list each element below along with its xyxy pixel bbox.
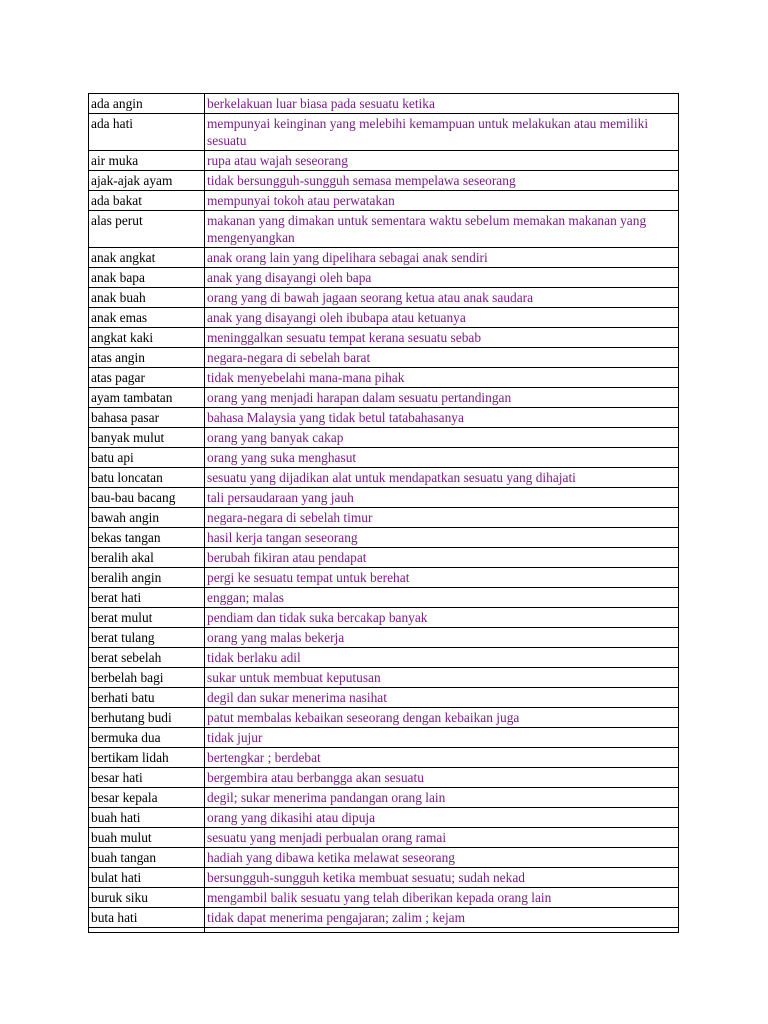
table-row <box>89 151 679 171</box>
table-row <box>89 288 679 308</box>
idiom-meaning-cell: sesuatu yang menjadi perbualan orang ramai <box>205 828 679 848</box>
empty-meaning-cell <box>205 928 679 933</box>
idiom-meaning-cell: hadiah yang dibawa ketika melawat seseorang <box>205 848 679 868</box>
idiom-term-cell: ajak-ajak ayam <box>89 171 205 191</box>
idiom-term-cell: beralih akal <box>89 548 205 568</box>
idiom-meaning-cell: meninggalkan sesuatu tempat kerana sesuatu sebab <box>205 328 679 348</box>
idiom-meaning-cell: tidak jujur <box>205 728 679 748</box>
idiom-meaning-cell: anak yang disayangi oleh ibubapa atau ketuanya <box>205 308 679 328</box>
idiom-table-body <box>89 94 679 933</box>
empty-table-row <box>89 928 679 933</box>
table-row <box>89 388 679 408</box>
table-row <box>89 848 679 868</box>
idiom-term-cell: bekas tangan <box>89 528 205 548</box>
idiom-meaning-cell: tali persaudaraan yang jauh <box>205 488 679 508</box>
table-row <box>89 808 679 828</box>
table-row <box>89 788 679 808</box>
idiom-term-cell: berhati batu <box>89 688 205 708</box>
table-row <box>89 328 679 348</box>
table-row <box>89 548 679 568</box>
table-row <box>89 468 679 488</box>
idiom-meaning-cell: orang yang di bawah jagaan seorang ketua atau anak saudara <box>205 288 679 308</box>
idiom-term-cell: bermuka dua <box>89 728 205 748</box>
idiom-meaning-cell: bertengkar ; berdebat <box>205 748 679 768</box>
idiom-term-cell: bertikam lidah <box>89 748 205 768</box>
idiom-meaning-cell: negara-negara di sebelah barat <box>205 348 679 368</box>
table-row <box>89 171 679 191</box>
idiom-meaning-cell: orang yang malas bekerja <box>205 628 679 648</box>
idiom-meaning-cell: degil; sukar menerima pandangan orang lain <box>205 788 679 808</box>
idiom-term-cell: anak angkat <box>89 248 205 268</box>
idiom-term-cell: bawah angin <box>89 508 205 528</box>
idiom-meaning-cell: sukar untuk membuat keputusan <box>205 668 679 688</box>
idiom-term-cell: atas pagar <box>89 368 205 388</box>
idiom-term-cell: ada angin <box>89 94 205 114</box>
table-row <box>89 368 679 388</box>
idiom-term-cell: batu loncatan <box>89 468 205 488</box>
idiom-term-cell: buruk siku <box>89 888 205 908</box>
idiom-meaning-cell: bergembira atau berbangga akan sesuatu <box>205 768 679 788</box>
idiom-meaning-cell: rupa atau wajah seseorang <box>205 151 679 171</box>
idiom-term-cell: anak buah <box>89 288 205 308</box>
idiom-term-cell: bulat hati <box>89 868 205 888</box>
idiom-term-cell: bahasa pasar <box>89 408 205 428</box>
idiom-term-cell: anak bapa <box>89 268 205 288</box>
idiom-meaning-cell: orang yang banyak cakap <box>205 428 679 448</box>
idiom-term-cell: buah tangan <box>89 848 205 868</box>
idiom-meaning-cell: tidak bersungguh-sungguh semasa mempelawa seseorang <box>205 171 679 191</box>
idiom-meaning-cell: anak orang lain yang dipelihara sebagai anak sendiri <box>205 248 679 268</box>
idiom-term-cell: batu api <box>89 448 205 468</box>
table-row <box>89 191 679 211</box>
idiom-meaning-cell: berubah fikiran atau pendapat <box>205 548 679 568</box>
idiom-meaning-cell: tidak menyebelahi mana-mana pihak <box>205 368 679 388</box>
table-row <box>89 568 679 588</box>
table-row <box>89 888 679 908</box>
idiom-term-cell: ada bakat <box>89 191 205 211</box>
table-row <box>89 408 679 428</box>
table-row <box>89 648 679 668</box>
idiom-term-cell: buta hati <box>89 908 205 928</box>
table-row <box>89 528 679 548</box>
idiom-meaning-cell: orang yang menjadi harapan dalam sesuatu pertandingan <box>205 388 679 408</box>
table-row <box>89 448 679 468</box>
idiom-meaning-cell: pendiam dan tidak suka bercakap banyak <box>205 608 679 628</box>
idiom-table <box>88 93 679 933</box>
table-row <box>89 248 679 268</box>
idiom-term-cell: buah mulut <box>89 828 205 848</box>
table-row <box>89 588 679 608</box>
idiom-term-cell: berat sebelah <box>89 648 205 668</box>
idiom-meaning-cell: hasil kerja tangan seseorang <box>205 528 679 548</box>
table-row <box>89 211 679 248</box>
idiom-meaning-cell: pergi ke sesuatu tempat untuk berehat <box>205 568 679 588</box>
idiom-term-cell: berhutang budi <box>89 708 205 728</box>
idiom-meaning-cell: mengambil balik sesuatu yang telah diberikan kepada orang lain <box>205 888 679 908</box>
idiom-term-cell: berat tulang <box>89 628 205 648</box>
idiom-meaning-cell: mempunyai tokoh atau perwatakan <box>205 191 679 211</box>
idiom-meaning-cell: tidak dapat menerima pengajaran; zalim ; kejam <box>205 908 679 928</box>
table-row <box>89 868 679 888</box>
idiom-term-cell: beralih angin <box>89 568 205 588</box>
table-row <box>89 268 679 288</box>
idiom-term-cell: besar kepala <box>89 788 205 808</box>
idiom-term-cell: anak emas <box>89 308 205 328</box>
idiom-term-cell: ada hati <box>89 114 205 151</box>
table-row <box>89 708 679 728</box>
idiom-term-cell: atas angin <box>89 348 205 368</box>
table-row <box>89 428 679 448</box>
idiom-meaning-cell: orang yang dikasihi atau dipuja <box>205 808 679 828</box>
idiom-meaning-cell: anak yang disayangi oleh bapa <box>205 268 679 288</box>
idiom-term-cell: besar hati <box>89 768 205 788</box>
table-row <box>89 488 679 508</box>
idiom-term-cell: banyak mulut <box>89 428 205 448</box>
idiom-term-cell: alas perut <box>89 211 205 248</box>
idiom-meaning-cell: sesuatu yang dijadikan alat untuk mendapatkan sesuatu yang dihajati <box>205 468 679 488</box>
table-row <box>89 828 679 848</box>
table-row <box>89 688 679 708</box>
empty-term-cell <box>89 928 205 933</box>
table-row <box>89 94 679 114</box>
idiom-meaning-cell: orang yang suka menghasut <box>205 448 679 468</box>
table-row <box>89 668 679 688</box>
idiom-term-cell: bau-bau bacang <box>89 488 205 508</box>
table-row <box>89 748 679 768</box>
idiom-term-cell: buah hati <box>89 808 205 828</box>
table-row <box>89 508 679 528</box>
idiom-meaning-cell: bersungguh-sungguh ketika membuat sesuatu; sudah nekad <box>205 868 679 888</box>
table-row <box>89 908 679 928</box>
idiom-term-cell: angkat kaki <box>89 328 205 348</box>
idiom-meaning-cell: tidak berlaku adil <box>205 648 679 668</box>
table-row <box>89 308 679 328</box>
table-row <box>89 348 679 368</box>
idiom-meaning-cell: degil dan sukar menerima nasihat <box>205 688 679 708</box>
idiom-term-cell: ayam tambatan <box>89 388 205 408</box>
table-row <box>89 608 679 628</box>
idiom-meaning-cell: bahasa Malaysia yang tidak betul tatabahasanya <box>205 408 679 428</box>
table-row <box>89 628 679 648</box>
table-row <box>89 728 679 748</box>
idiom-meaning-cell: patut membalas kebaikan seseorang dengan kebaikan juga <box>205 708 679 728</box>
idiom-meaning-cell: enggan; malas <box>205 588 679 608</box>
idiom-term-cell: berbelah bagi <box>89 668 205 688</box>
idiom-term-cell: berat hati <box>89 588 205 608</box>
idiom-term-cell: berat mulut <box>89 608 205 628</box>
idiom-meaning-cell: mempunyai keinginan yang melebihi kemampuan untuk melakukan atau memiliki sesuatu <box>205 114 679 151</box>
idiom-meaning-cell: negara-negara di sebelah timur <box>205 508 679 528</box>
table-row <box>89 768 679 788</box>
idiom-meaning-cell: berkelakuan luar biasa pada sesuatu ketika <box>205 94 679 114</box>
table-row <box>89 114 679 151</box>
idiom-meaning-cell: makanan yang dimakan untuk sementara waktu sebelum memakan makanan yang mengenyangkan <box>205 211 679 248</box>
idiom-term-cell: air muka <box>89 151 205 171</box>
